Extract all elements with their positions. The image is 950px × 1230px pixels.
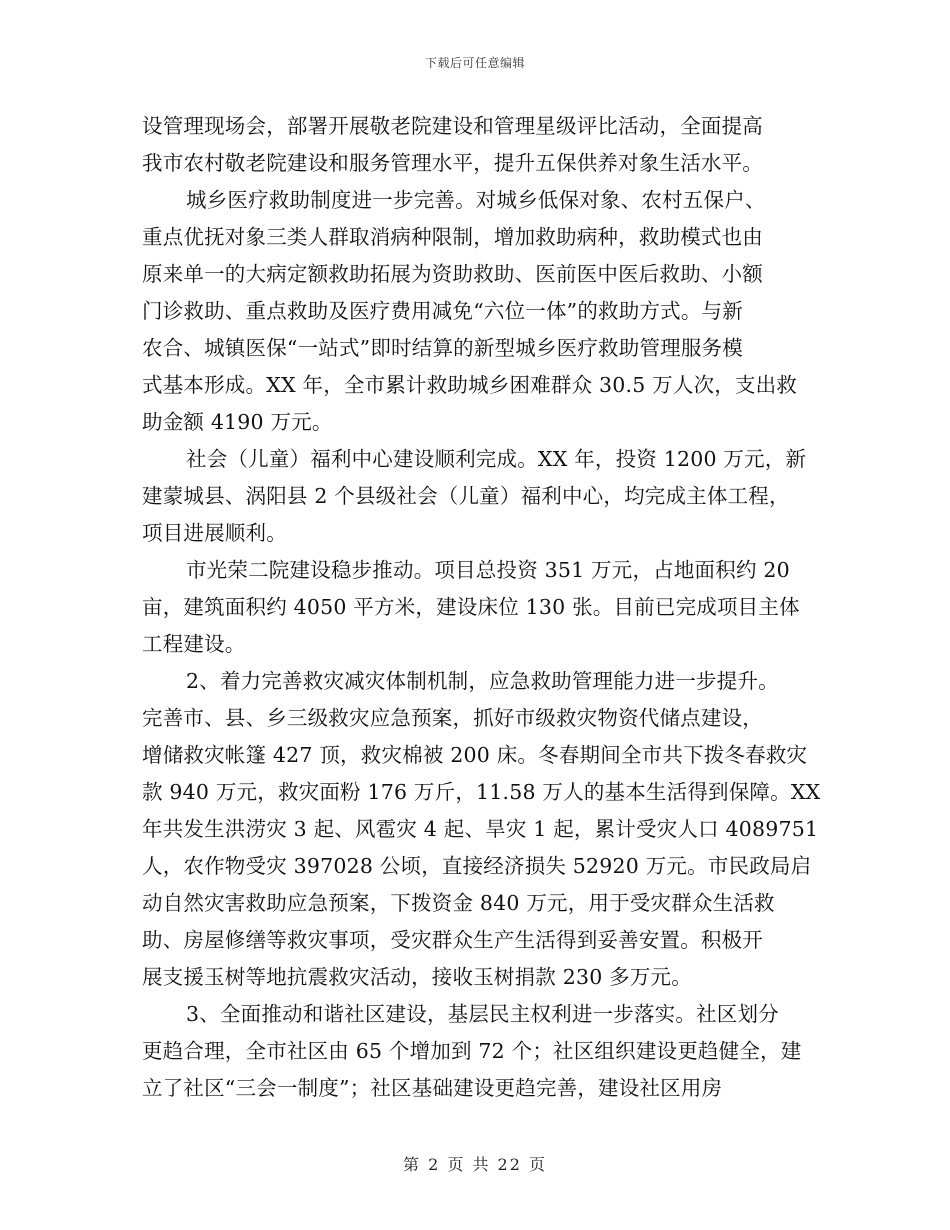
text-line: 动自然灾害救助应急预案，下拨资金 840 万元，用于受灾群众生活救 [142,891,775,915]
text-line: 我市农村敬老院建设和服务管理水平，提升五保供养对象生活水平。 [142,151,763,175]
text-line: 展支援玉树等地抗震救灾活动，接收玉树捐款 230 多万元。 [142,965,692,989]
paragraph-start: 市光荣二院建设稳步推动。项目总投资 351 万元，占地面积约 20 [186,558,790,582]
text-line: 亩，建筑面积约 4050 平方米，建设床位 130 张。目前已完成项目主体 [142,595,800,619]
paragraph-start: 社会（儿童）福利中心建设顺利完成。XX 年，投资 1200 万元，新 [186,447,807,471]
text-line: 重点优抚对象三类人群取消病种限制，增加救助病种，救助模式也由 [142,225,763,249]
paragraph-start: 城乡医疗救助制度进一步完善。对城乡低保对象、农村五保户、 [186,188,766,212]
text-line: 设管理现场会，部署开展敬老院建设和管理星级评比活动，全面提高 [142,114,763,138]
text-line: 完善市、县、乡三级救灾应急预案，抓好市级救灾物资代储点建设， [142,706,763,730]
document-body [142,108,821,1107]
text-line: 建蒙城县、涡阳县 2 个县级社会（儿童）福利中心，均完成主体工程， [142,484,790,508]
text-line: 门诊救助、重点救助及医疗费用减免“六位一体”的救助方式。与新 [142,299,743,323]
text-line: 年共发生洪涝灾 3 起、风雹灾 4 起、旱灾 1 起，累计受灾人口 4089751 [142,817,819,841]
text-line: 式基本形成。XX 年，全市累计救助城乡困难群众 30.5 万人次，支出救 [142,373,798,397]
paragraph-start: 3、全面推动和谐社区建设，基层民主权利进一步落实。社区划分 [186,1002,779,1026]
text-line: 助金额 4190 万元。 [142,410,333,434]
text-line: 农合、城镇医保“一站式”即时结算的新型城乡医疗救助管理服务模 [142,336,743,360]
text-line: 增储救灾帐篷 427 顶，救灾棉被 200 床。冬春期间全市共下拨冬春救灾 [142,743,808,767]
text-line: 更趋合理，全市社区由 65 个增加到 72 个；社区组织建设更趋健全，建 [142,1039,802,1063]
text-line: 项目进展顺利。 [142,521,287,545]
text-line: 人，农作物受灾 397028 公顷，直接经济损失 52920 万元。市民政局启 [142,854,812,878]
text-line: 原来单一的大病定额救助拓展为资助救助、医前医中医后救助、小额 [142,262,763,286]
text-line: 立了社区“三会一制度”；社区基础建设更趋完善，建设社区用房 [142,1076,723,1100]
text-line: 款 940 万元，救灾面粉 176 万斤，11.58 万人的基本生活得到保障。XX [142,780,821,804]
paragraph-start: 2、着力完善救灾减灾体制机制，应急救助管理能力进一步提升。 [186,669,779,693]
page-header: 下载后可任意编辑 [424,56,525,70]
text-line: 工程建设。 [142,632,246,656]
text-line: 助、房屋修缮等救灾事项，受灾群众生产生活得到妥善安置。积极开 [142,928,763,952]
page-number-footer: 第 2 页 共 22 页 [403,1155,547,1174]
